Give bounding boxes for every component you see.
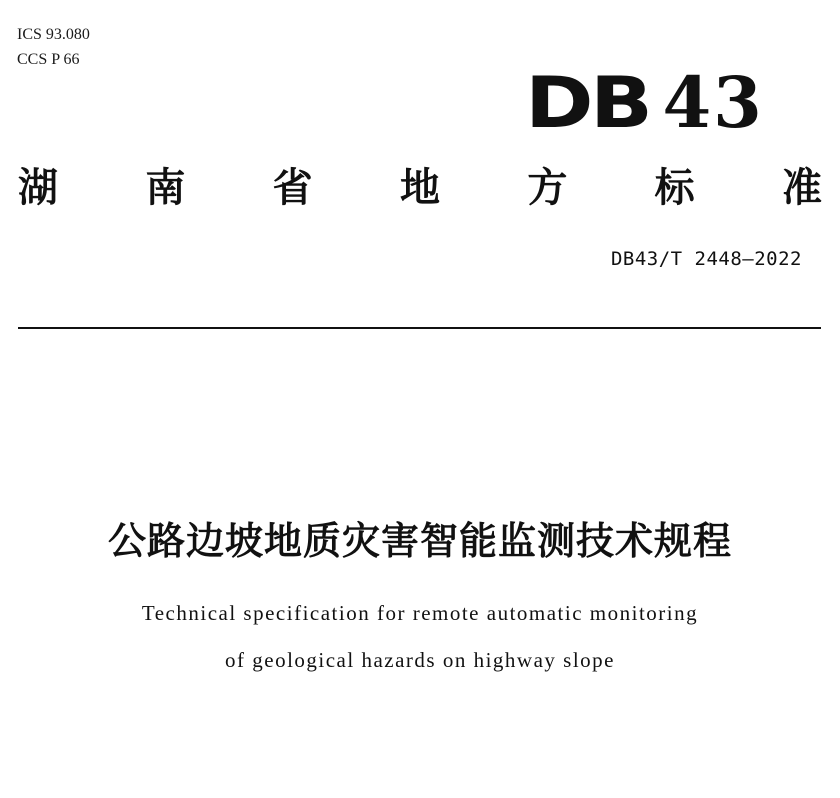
standard-code: DB43/T 2448—2022 [610, 248, 802, 270]
classification-codes [17, 22, 90, 72]
ccs-code: CCS P 66 [17, 51, 80, 68]
horizontal-divider [18, 327, 821, 329]
logo-number: 43 [662, 61, 764, 144]
standard-type-char: 南 [145, 165, 186, 211]
standard-type-char: 湖 [18, 165, 58, 211]
db43-logo [525, 58, 764, 144]
standard-type-char: 方 [527, 165, 568, 211]
logo-letters: DB [525, 62, 650, 144]
ics-code: ICS 93.080 [17, 26, 90, 43]
standard-type-char: 标 [654, 165, 695, 211]
standard-type-char: 地 [399, 165, 440, 211]
standard-type-heading [18, 163, 822, 213]
chinese-title: 公路边坡地质灾害智能监测技术规程 [107, 519, 732, 563]
english-title-line-1: Technical specification for remote automatic monitoring [141, 601, 699, 625]
english-title-line-2: of geological hazards on highway slope [225, 648, 615, 672]
standard-type-char: 省 [272, 165, 313, 211]
standard-type-char: 准 [781, 165, 822, 211]
